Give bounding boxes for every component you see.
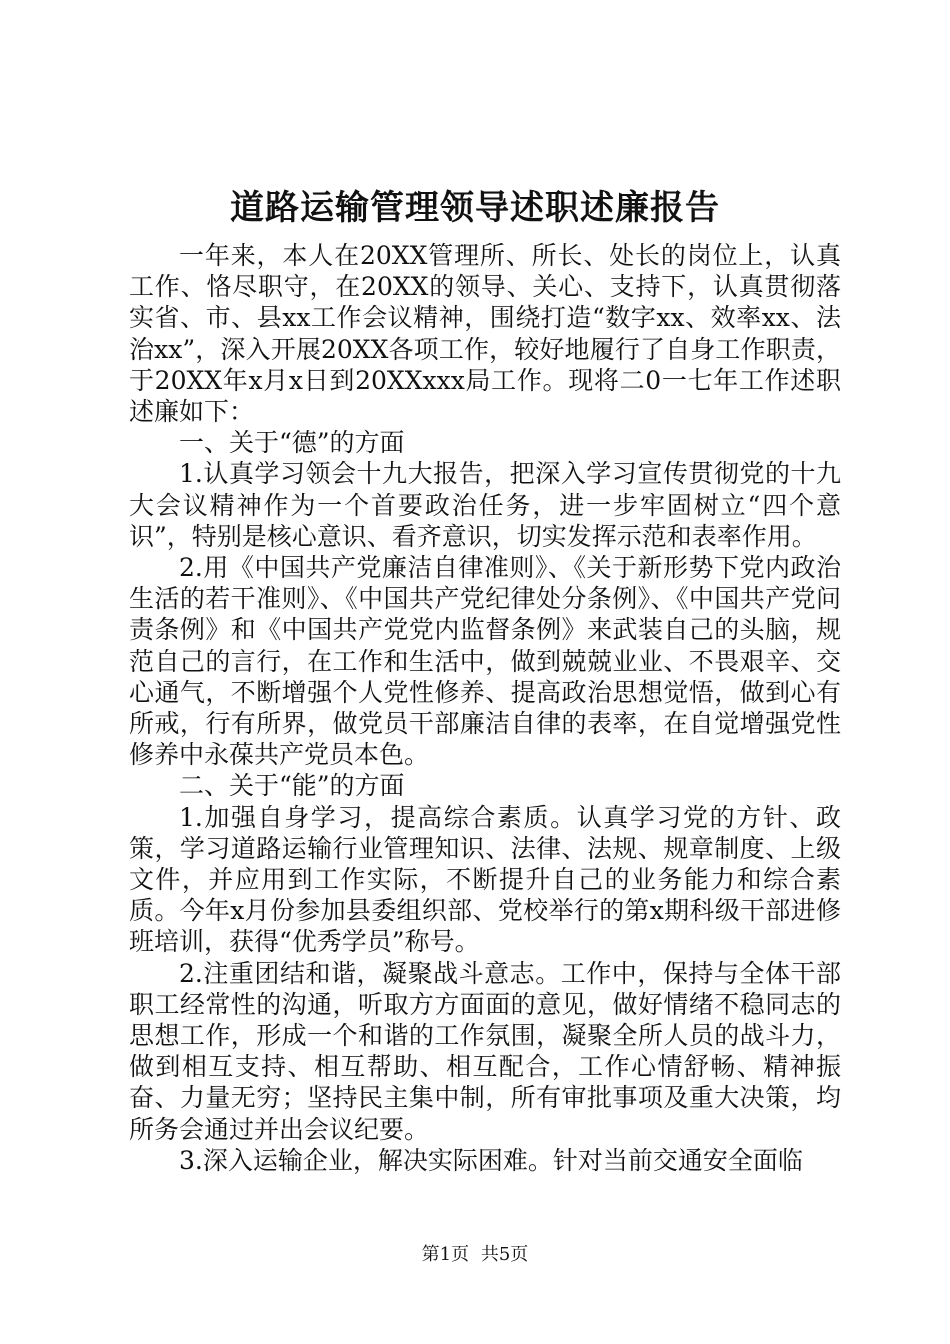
paragraph-intro: 一年来，本人在20XX管理所、所长、处长的岗位上，认真工作、恪尽职守，在20XX的领导、关心、支持下，认真贯彻落实省、市、县xx工作会议精神，围绕打造“数字xx、效率xx、法治xx”，深入开展20XX各项工作，较好地履行了自身工作职责，于20XX年x月x日到20XXxxx局工作。现将二0一七年工作述职述廉如下： (129, 241, 841, 427)
document-title: 道路运输管理领导述职述廉报告 (230, 188, 720, 228)
section-heading-ability: 二、关于“能”的方面 (179, 771, 405, 801)
paragraph-ability-1: 1.加强自身学习，提高综合素质。认真学习党的方针、政策，学习道路运输行业管理知识、法律、法规、规章制度、上级文件，并应用到工作实际，不断提升自己的业务能力和综合素质。今年x月份参加县委组织部、党校举行的第x期科级干部进修班培训，获得“优秀学员”称号。 (129, 802, 841, 957)
document-body (129, 240, 841, 1176)
paragraph-virtue-2: 2.用《中国共产党廉洁自律准则》、《关于新形势下党内政治生活的若干准则》、《中国共产党纪律处分条例》、《中国共产党问责条例》和《中国共产党党内监督条例》来武装自己的头脑，规范自己的言行，在工作和生活中，做到兢兢业业、不畏艰辛、交心通气，不断增强个人党性修养、提高政治思想觉悟，做到心有所戒，行有所界，做党员干部廉洁自律的表率，在自觉增强党性修养中永葆共产党员本色。 (129, 553, 841, 770)
page-footer (0, 1243, 950, 1267)
page-total: 共5页 (480, 1244, 529, 1265)
paragraph-virtue-1: 1.认真学习领会十九大报告，把深入学习宣传贯彻党的十九大会议精神作为一个首要政治任务，进一步牢固树立“四个意识”，特别是核心意识、看齐意识，切实发挥示范和表率作用。 (129, 459, 841, 551)
section-heading-virtue: 一、关于“德”的方面 (179, 428, 405, 458)
paragraph-ability-2: 2.注重团结和谐，凝聚战斗意志。工作中，保持与全体干部职工经常性的沟通，听取方方面面的意见，做好情绪不稳同志的思想工作，形成一个和谐的工作氛围，凝聚全所人员的战斗力，做到相互支持、相互帮助、相互配合，工作心情舒畅、精神振奋、力量无穷；坚持民主集中制，所有审批事项及重大决策，均所务会通过并出会议纪要。 (129, 958, 841, 1144)
page-number: 第1页 (421, 1244, 470, 1265)
paragraph-ability-3: 3.深入运输企业，解决实际困难。针对当前交通安全面临 (179, 1145, 803, 1175)
